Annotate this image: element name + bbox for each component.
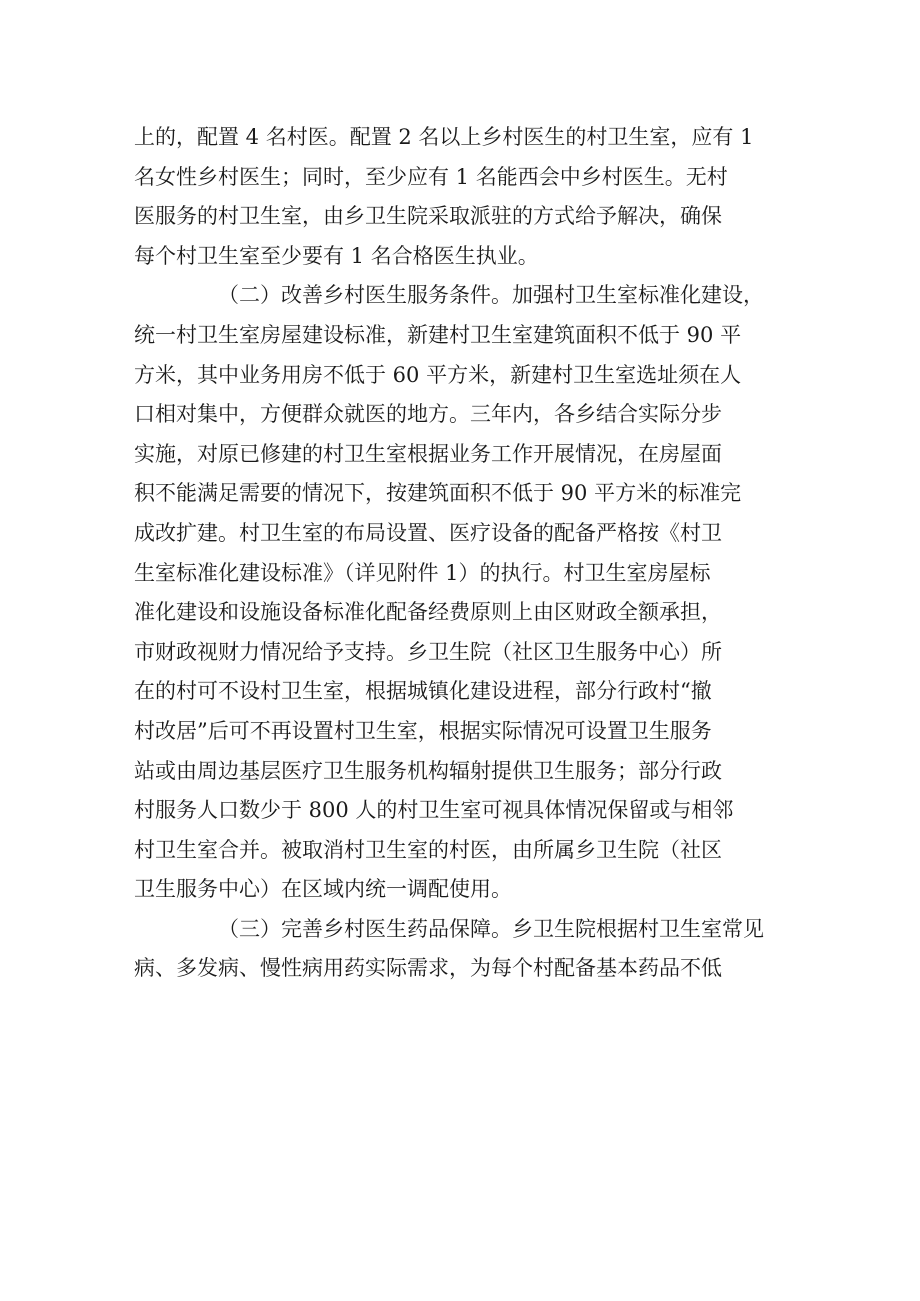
text-line: 卫生服务中心）在区域内统一调配使用。 [134, 877, 512, 902]
text-line: 医服务的村卫生室，由乡卫生院采取派驻的方式给予解决，确保 [134, 204, 722, 229]
text-line: 实施，对原已修建的村卫生室根据业务工作开展情况，在房屋面 [134, 441, 722, 466]
text-line: 在的村可不设村卫生室，根据城镇化建设进程，部分行政村“撤 [134, 679, 712, 704]
text-line: 每个村卫生室至少要有 1 名合格医生执业。 [134, 243, 539, 268]
text-line: 村服务人口数少于 800 人的村卫生室可视具体情况保留或与相邻 [134, 798, 734, 823]
paragraph-drug-supply [134, 910, 794, 989]
text-line: （二）改善乡村医生服务条件。加强村卫生室标准化建设， [218, 283, 764, 308]
text-line: 统一村卫生室房屋建设标准，新建村卫生室建筑面积不低于 90 平 [134, 322, 742, 347]
paragraph-service-conditions [134, 276, 794, 910]
paragraph-village-doctor-staffing [134, 118, 794, 276]
text-line: 生室标准化建设标准》（详见附件 1）的执行。村卫生室房屋标 [134, 560, 711, 585]
text-line: 方米，其中业务用房不低于 60 平方米，新建村卫生室选址须在人 [134, 362, 742, 387]
text-line: 村改居”后可不再设置村卫生室，根据实际情况可设置卫生服务 [134, 718, 712, 743]
text-line: 积不能满足需要的情况下，按建筑面积不低于 90 平方米的标准完 [134, 481, 742, 506]
text-line: 成改扩建。村卫生室的布局设置、医疗设备的配备严格按《村卫 [134, 520, 722, 545]
text-line: 准化建设和设施设备标准化配备经费原则上由区财政全额承担， [134, 600, 722, 625]
text-line: 上的，配置 4 名村医。配置 2 名以上乡村医生的村卫生室，应有 1 [134, 125, 754, 149]
text-line: 市财政视财力情况给予支持。乡卫生院（社区卫生服务中心）所 [134, 639, 722, 664]
text-line: 名女性乡村医生；同时，至少应有 1 名能西会中乡村医生。无村 [134, 164, 728, 189]
text-line: 口相对集中，方便群众就医的地方。三年内，各乡结合实际分步 [134, 402, 722, 427]
document-body [134, 118, 794, 989]
text-line: 站或由周边基层医疗卫生服务机构辐射提供卫生服务；部分行政 [134, 758, 722, 783]
text-line: 病、多发病、慢性病用药实际需求，为每个村配备基本药品不低 [134, 956, 722, 981]
text-line: 村卫生室合并。被取消村卫生室的村医，由所属乡卫生院（社区 [134, 837, 722, 862]
text-line: （三）完善乡村医生药品保障。乡卫生院根据村卫生室常见 [218, 916, 764, 941]
